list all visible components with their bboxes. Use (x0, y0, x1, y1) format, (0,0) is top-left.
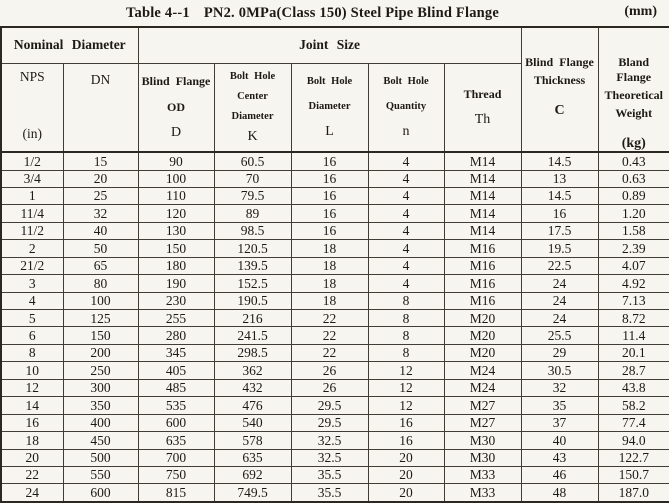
cell-k: 749.5 (214, 484, 291, 502)
table-row (1, 275, 669, 292)
cell-k: 216 (214, 310, 291, 327)
cell-n: 20 (368, 484, 444, 502)
cell-dn: 50 (63, 240, 138, 257)
header-n (368, 63, 444, 152)
k-symbol: K (247, 129, 258, 145)
cell-weight: 0.63 (598, 170, 669, 187)
l-line1: Bolt Hole (306, 76, 353, 88)
cell-thread: M16 (444, 275, 521, 292)
table-body (1, 152, 669, 502)
table-row (1, 310, 669, 327)
k-line2: Center (237, 91, 268, 103)
cell-nps: 10 (1, 362, 63, 379)
cell-l: 32.5 (291, 432, 368, 449)
nps-unit: (in) (22, 126, 42, 141)
l-line2: Diameter (308, 101, 351, 113)
cell-thread: M20 (444, 327, 521, 344)
cell-thread: M14 (444, 170, 521, 187)
header-nominal-diameter: Nominal Diameter (1, 27, 138, 63)
cell-od-d: 750 (138, 466, 214, 483)
cell-weight: 1.58 (598, 222, 669, 239)
cell-n: 16 (368, 432, 444, 449)
weight-line2: Theoretical (604, 88, 663, 102)
thickness-line2: Thickness (533, 73, 586, 87)
cell-k: 98.5 (214, 222, 291, 239)
cell-c: 25.5 (521, 327, 598, 344)
cell-thread: M16 (444, 257, 521, 274)
cell-k: 120.5 (214, 240, 291, 257)
cell-n: 20 (368, 449, 444, 466)
od-symbol: D (170, 125, 182, 141)
cell-thread: M16 (444, 240, 521, 257)
cell-weight: 20.1 (598, 344, 669, 361)
od-line1: Blind Flange (141, 74, 211, 89)
cell-nps: 20 (1, 449, 63, 466)
k-line1: Bolt Hole (229, 71, 276, 83)
cell-od-d: 150 (138, 240, 214, 257)
header-joint-size: Joint Size (138, 27, 521, 63)
cell-dn: 450 (63, 432, 138, 449)
cell-nps: 1/2 (1, 152, 63, 170)
table-caption (0, 0, 669, 26)
cell-l: 16 (291, 222, 368, 239)
cell-weight: 4.92 (598, 275, 669, 292)
cell-c: 48 (521, 484, 598, 502)
cell-nps: 14 (1, 397, 63, 414)
n-line2: Quantity (385, 101, 427, 113)
cell-dn: 150 (63, 327, 138, 344)
cell-n: 4 (368, 187, 444, 204)
cell-n: 8 (368, 327, 444, 344)
cell-nps: 12 (1, 379, 63, 396)
cell-weight: 77.4 (598, 414, 669, 431)
table-row (1, 344, 669, 361)
cell-dn: 65 (63, 257, 138, 274)
table-row (1, 240, 669, 257)
cell-nps: 5 (1, 310, 63, 327)
cell-dn: 100 (63, 292, 138, 309)
cell-c: 32 (521, 379, 598, 396)
cell-thread: M20 (444, 310, 521, 327)
thickness-symbol: C (554, 103, 565, 118)
blind-flange-table (0, 26, 669, 503)
cell-n: 4 (368, 275, 444, 292)
table-row (1, 362, 669, 379)
cell-weight: 58.2 (598, 397, 669, 414)
l-symbol: L (325, 124, 334, 140)
thread-symbol: Th (474, 112, 491, 128)
cell-c: 14.5 (521, 152, 598, 170)
cell-dn: 350 (63, 397, 138, 414)
cell-nps: 3 (1, 275, 63, 292)
dn-label: DN (90, 71, 111, 87)
header-l (291, 63, 368, 152)
table-row (1, 222, 669, 239)
table-row (1, 187, 669, 204)
cell-c: 24 (521, 310, 598, 327)
cell-od-d: 700 (138, 449, 214, 466)
cell-n: 12 (368, 397, 444, 414)
cell-n: 4 (368, 222, 444, 239)
cell-c: 35 (521, 397, 598, 414)
cell-dn: 25 (63, 187, 138, 204)
cell-weight: 8.72 (598, 310, 669, 327)
cell-nps: 2 (1, 240, 63, 257)
cell-nps: 21/2 (1, 257, 63, 274)
cell-n: 8 (368, 310, 444, 327)
cell-weight: 1.20 (598, 205, 669, 222)
cell-dn: 300 (63, 379, 138, 396)
cell-od-d: 230 (138, 292, 214, 309)
cell-l: 26 (291, 362, 368, 379)
cell-n: 4 (368, 205, 444, 222)
header-nps (1, 63, 63, 152)
cell-k: 635 (214, 449, 291, 466)
cell-nps: 6 (1, 327, 63, 344)
cell-k: 139.5 (214, 257, 291, 274)
cell-thread: M14 (444, 222, 521, 239)
cell-od-d: 190 (138, 275, 214, 292)
cell-dn: 80 (63, 275, 138, 292)
cell-od-d: 535 (138, 397, 214, 414)
unit-label: (mm) (624, 4, 657, 19)
cell-od-d: 345 (138, 344, 214, 361)
cell-c: 40 (521, 432, 598, 449)
header-weight (598, 27, 669, 152)
cell-dn: 32 (63, 205, 138, 222)
cell-od-d: 255 (138, 310, 214, 327)
cell-k: 578 (214, 432, 291, 449)
cell-nps: 18 (1, 432, 63, 449)
table-header (1, 27, 669, 152)
cell-weight: 4.07 (598, 257, 669, 274)
cell-l: 22 (291, 327, 368, 344)
cell-dn: 400 (63, 414, 138, 431)
cell-n: 4 (368, 170, 444, 187)
cell-l: 16 (291, 205, 368, 222)
cell-l: 18 (291, 292, 368, 309)
cell-weight: 94.0 (598, 432, 669, 449)
cell-weight: 122.7 (598, 449, 669, 466)
cell-l: 26 (291, 379, 368, 396)
cell-nps: 3/4 (1, 170, 63, 187)
n-line1: Bolt Hole (383, 76, 429, 88)
cell-od-d: 90 (138, 152, 214, 170)
cell-l: 16 (291, 170, 368, 187)
cell-n: 16 (368, 414, 444, 431)
cell-od-d: 635 (138, 432, 214, 449)
table-row (1, 327, 669, 344)
cell-od-d: 405 (138, 362, 214, 379)
cell-nps: 4 (1, 292, 63, 309)
cell-od-d: 180 (138, 257, 214, 274)
n-symbol: n (402, 124, 410, 140)
cell-od-d: 100 (138, 170, 214, 187)
header-thread (444, 63, 521, 152)
thickness-line1: Blind Flange (525, 55, 594, 69)
table-row (1, 257, 669, 274)
table-row (1, 397, 669, 414)
table-row (1, 205, 669, 222)
cell-l: 16 (291, 187, 368, 204)
cell-thread: M33 (444, 484, 521, 502)
cell-od-d: 600 (138, 414, 214, 431)
cell-l: 18 (291, 257, 368, 274)
cell-c: 13 (521, 170, 598, 187)
cell-dn: 500 (63, 449, 138, 466)
table-row (1, 152, 669, 170)
table-row (1, 466, 669, 483)
cell-c: 19.5 (521, 240, 598, 257)
cell-nps: 11/4 (1, 205, 63, 222)
od-line2: OD (167, 100, 186, 115)
cell-weight: 11.4 (598, 327, 669, 344)
cell-weight: 28.7 (598, 362, 669, 379)
cell-thread: M14 (444, 152, 521, 170)
cell-k: 70 (214, 170, 291, 187)
cell-thread: M27 (444, 397, 521, 414)
table-row (1, 449, 669, 466)
cell-c: 46 (521, 466, 598, 483)
header-dn (63, 63, 138, 152)
cell-k: 60.5 (214, 152, 291, 170)
cell-thread: M27 (444, 414, 521, 431)
cell-k: 190.5 (214, 292, 291, 309)
cell-n: 4 (368, 152, 444, 170)
cell-dn: 20 (63, 170, 138, 187)
cell-n: 8 (368, 292, 444, 309)
header-thickness (521, 27, 598, 152)
table-row (1, 292, 669, 309)
cell-c: 22.5 (521, 257, 598, 274)
cell-c: 14.5 (521, 187, 598, 204)
cell-l: 35.5 (291, 466, 368, 483)
cell-thread: M24 (444, 379, 521, 396)
cell-k: 89 (214, 205, 291, 222)
table-row (1, 170, 669, 187)
cell-weight: 0.43 (598, 152, 669, 170)
cell-od-d: 110 (138, 187, 214, 204)
cell-k: 692 (214, 466, 291, 483)
cell-l: 16 (291, 152, 368, 170)
cell-n: 4 (368, 240, 444, 257)
cell-l: 35.5 (291, 484, 368, 502)
cell-n: 20 (368, 466, 444, 483)
cell-n: 4 (368, 257, 444, 274)
cell-nps: 11/2 (1, 222, 63, 239)
weight-line1: Bland Flange (616, 55, 652, 84)
cell-dn: 15 (63, 152, 138, 170)
table-row (1, 379, 669, 396)
cell-od-d: 120 (138, 205, 214, 222)
thread-label: Thread (463, 87, 502, 102)
cell-weight: 0.89 (598, 187, 669, 204)
cell-thread: M30 (444, 432, 521, 449)
cell-c: 16 (521, 205, 598, 222)
table-number: Table 4--1 (125, 4, 190, 21)
cell-weight: 150.7 (598, 466, 669, 483)
cell-weight: 2.39 (598, 240, 669, 257)
cell-l: 32.5 (291, 449, 368, 466)
cell-od-d: 485 (138, 379, 214, 396)
cell-dn: 40 (63, 222, 138, 239)
cell-nps: 16 (1, 414, 63, 431)
cell-k: 476 (214, 397, 291, 414)
table-title (126, 5, 499, 22)
cell-c: 29 (521, 344, 598, 361)
cell-nps: 22 (1, 466, 63, 483)
cell-od-d: 815 (138, 484, 214, 502)
cell-thread: M33 (444, 466, 521, 483)
cell-weight: 187.0 (598, 484, 669, 502)
cell-thread: M14 (444, 187, 521, 204)
cell-od-d: 130 (138, 222, 214, 239)
header-group-row (1, 27, 669, 63)
cell-c: 37 (521, 414, 598, 431)
cell-weight: 43.8 (598, 379, 669, 396)
cell-thread: M24 (444, 362, 521, 379)
k-line3: Diameter (231, 111, 274, 123)
cell-c: 43 (521, 449, 598, 466)
cell-dn: 200 (63, 344, 138, 361)
cell-l: 29.5 (291, 397, 368, 414)
cell-l: 29.5 (291, 414, 368, 431)
cell-k: 432 (214, 379, 291, 396)
cell-nps: 24 (1, 484, 63, 502)
table-row (1, 414, 669, 431)
weight-symbol: (kg) (621, 136, 646, 151)
cell-k: 540 (214, 414, 291, 431)
cell-thread: M16 (444, 292, 521, 309)
cell-k: 152.5 (214, 275, 291, 292)
cell-c: 17.5 (521, 222, 598, 239)
cell-l: 18 (291, 240, 368, 257)
cell-n: 8 (368, 344, 444, 361)
cell-n: 12 (368, 362, 444, 379)
cell-thread: M14 (444, 205, 521, 222)
header-od (138, 63, 214, 152)
cell-dn: 250 (63, 362, 138, 379)
cell-k: 241.5 (214, 327, 291, 344)
cell-c: 24 (521, 292, 598, 309)
cell-nps: 1 (1, 187, 63, 204)
table-row (1, 432, 669, 449)
cell-n: 12 (368, 379, 444, 396)
cell-dn: 600 (63, 484, 138, 502)
cell-k: 79.5 (214, 187, 291, 204)
cell-weight: 7.13 (598, 292, 669, 309)
cell-od-d: 280 (138, 327, 214, 344)
cell-thread: M20 (444, 344, 521, 361)
cell-l: 22 (291, 344, 368, 361)
nps-label: NPS (19, 68, 45, 84)
cell-dn: 125 (63, 310, 138, 327)
cell-nps: 8 (1, 344, 63, 361)
weight-line3: Weight (615, 106, 653, 120)
cell-c: 30.5 (521, 362, 598, 379)
cell-k: 362 (214, 362, 291, 379)
cell-c: 24 (521, 275, 598, 292)
cell-l: 18 (291, 275, 368, 292)
table-title-text: PN2. 0MPa(Class 150) Steel Pipe Blind Flange (203, 4, 500, 21)
cell-l: 22 (291, 310, 368, 327)
header-k (214, 63, 291, 152)
cell-k: 298.5 (214, 344, 291, 361)
cell-thread: M30 (444, 449, 521, 466)
cell-dn: 550 (63, 466, 138, 483)
